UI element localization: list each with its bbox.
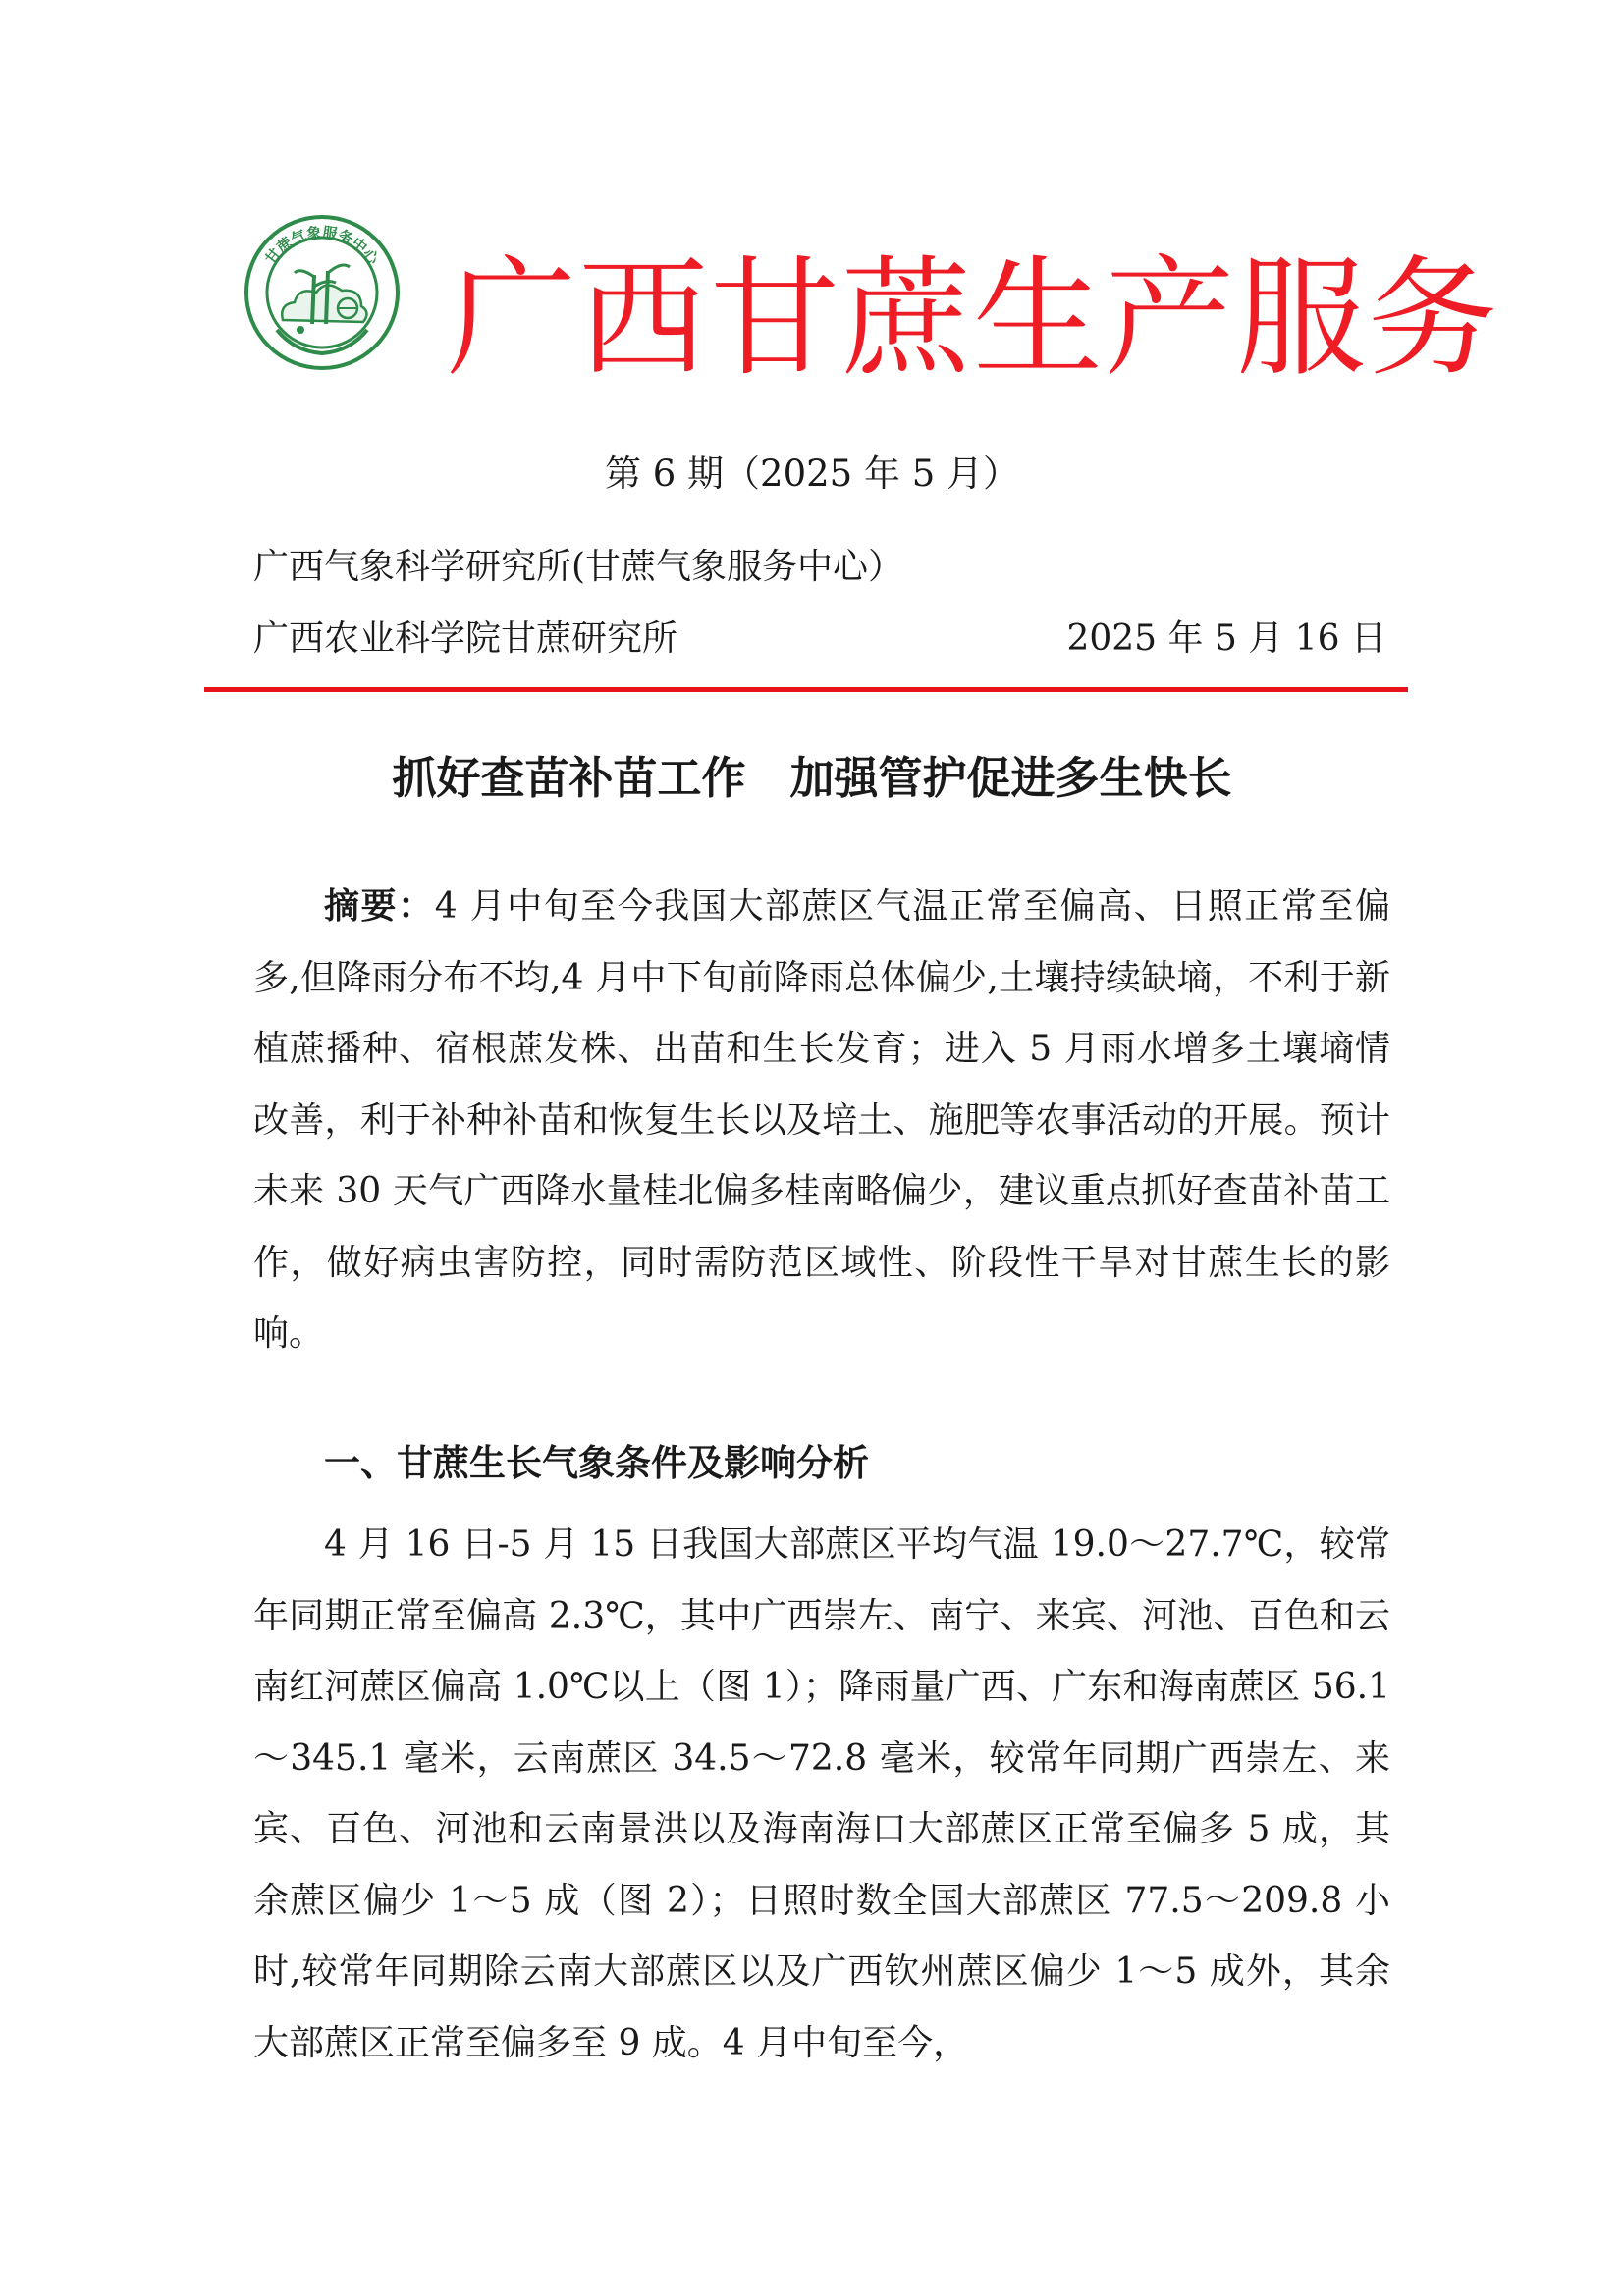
publisher-line-2: 广西农业科学院甘蔗研究所 xyxy=(253,618,678,659)
publish-date: 2025 年 5 月 16 日 xyxy=(1066,618,1386,659)
issue-text: 第 6 期（2025 年 5 月） xyxy=(604,453,1020,495)
body-paragraph: 4 月 16 日-5 月 15 日我国大部蔗区平均气温 19.0～27.7℃，较常年同期正常至偏高 2.3℃，其中广西崇左、南宁、来宾、河池、百色和云南红河蔗区偏高 1.0℃以上（图 1）；降雨量广西、广东和海南蔗区 56.1～345.1 毫米，云南蔗区 34.5～72.8 毫米，较常年同期广西崇左、来宾、百色、河池和云南景洪以及海南海口大部蔗区正常至偏多 5 成，其余蔗区偏少 1～5 成（图 2）；日照时数全国大部蔗区 77.5～209.8 小时,较常年同期除云南大部蔗区以及广西钦州蔗区偏少 1～5 成外，其余大部蔗区正常至偏多至 9 成。4 月中旬至今， xyxy=(253,1524,1390,2063)
header-divider xyxy=(204,687,1408,692)
svg-text:甘蔗气象服务中心: 甘蔗气象服务中心 xyxy=(261,223,383,268)
abstract-paragraph xyxy=(253,872,1390,1370)
publisher-line-1: 广西气象科学研究所(甘蔗气象服务中心） xyxy=(253,547,904,587)
abstract-label: 摘要： xyxy=(324,886,435,927)
section-heading: 一、甘蔗生长气象条件及影响分析 xyxy=(324,1442,869,1484)
abstract-text: 4 月中旬至今我国大部蔗区气温正常至偏高、日照正常至偏多,但降雨分布不均,4 月中下旬前降雨总体偏少,土壤持续缺墒，不利于新植蔗播种、宿根蔗发株、出苗和生长发育；进入 5 月雨水增多土壤墒情改善，利于补种补苗和恢复生长以及培土、施肥等农事活动的开展。预计未来 30 天气广西降水量桂北偏多桂南略偏少，建议重点抓好查苗补苗工作，做好病虫害防控，同时需防范区域性、阶段性干旱对甘蔗生长的影响。 xyxy=(253,886,1390,1354)
sugarcane-center-logo xyxy=(244,214,401,371)
masthead-title: 广西甘蔗生产服务 xyxy=(447,243,1499,395)
issue-number xyxy=(0,450,1624,499)
article-title: 抓好查苗补苗工作 加强管护促进多生快长 xyxy=(392,752,1232,804)
